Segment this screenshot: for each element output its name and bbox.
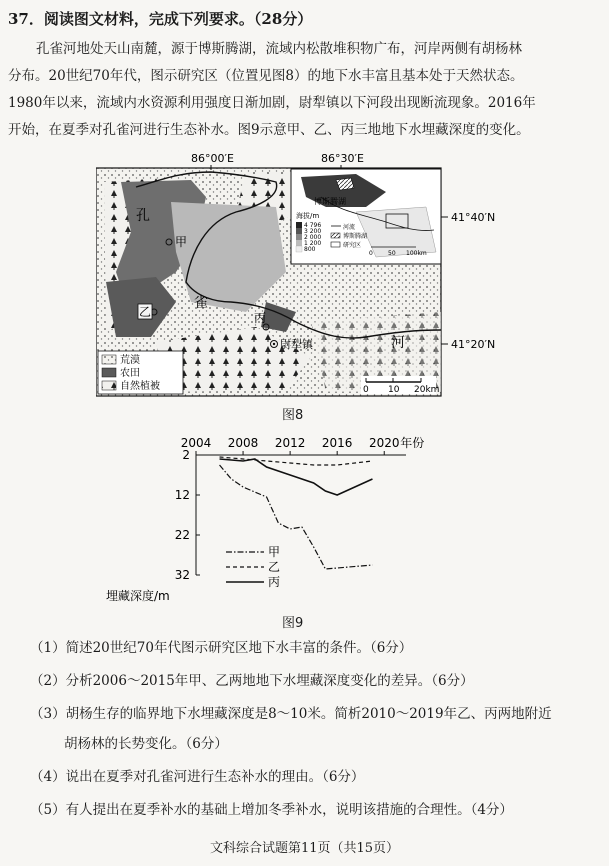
paragraph-line: 开始，在夏季对孔雀河进行生态补水。图9示意甲、乙、丙三地地下水埋藏深度的变化。 (8, 122, 530, 138)
chart-figure-9 (96, 425, 436, 614)
subquestion: （3）胡杨生存的临界地下水埋藏深度是8～10米。简析2010～2019年乙、丙两地附近 (30, 706, 552, 722)
river-char: 河 (391, 335, 405, 351)
inset-scale-tick: 100km (406, 250, 427, 257)
legend-label: 农田 (120, 368, 140, 379)
question-title: 37．阅读图文材料，完成下列要求。（28分） (8, 10, 313, 28)
map-svg (96, 152, 516, 402)
bing-label: 丙 (254, 311, 267, 325)
legend-label: 乙 (268, 560, 281, 574)
inset-elev-value: 1 200 (304, 240, 322, 247)
series-line-甲 (220, 465, 373, 569)
inset-elev-value: 4 796 (304, 222, 322, 229)
lat-label: 41°20′N (451, 338, 496, 351)
x-tick-label: 2004 (180, 436, 212, 450)
subquestion-continuation: 胡杨林的长势变化。（6分） (64, 736, 228, 752)
river-char: 孔 (136, 208, 150, 224)
x-tick-label: 2012 (274, 436, 306, 450)
scale-tick: 0 (363, 385, 369, 395)
x-tick-label: 2020 (368, 436, 400, 450)
chart-svg (96, 425, 436, 610)
material-paragraph (8, 36, 600, 144)
page-footer: 文科综合试题第11页（共15页） (209, 841, 400, 856)
figure-9-caption: 图9 (282, 616, 304, 631)
town-label: 尉犁镇 (280, 338, 313, 351)
subquestion: （5）有人提出在夏季补水的基础上增加冬季补水，说明该措施的合理性。（4分） (30, 802, 513, 818)
town-marker-dot (273, 343, 275, 345)
y-tick-label: 32 (174, 568, 190, 582)
x-tick-label: 2016 (321, 436, 353, 450)
inset-elev-value: 800 (304, 246, 316, 253)
legend-label: 丙 (268, 575, 281, 589)
y-tick-label: 2 (182, 448, 190, 462)
legend-label: 荒漠 (120, 355, 140, 366)
jia-label: 甲 (175, 235, 188, 249)
inset-elev-value: 3 200 (304, 228, 322, 235)
river-char: 雀 (194, 295, 208, 311)
inset-elev-value: 2 000 (304, 234, 322, 241)
lat-label: 41°40′N (451, 211, 496, 224)
map-legend (98, 351, 183, 394)
subquestion: （4）说出在夏季对孔雀河进行生态补水的理由。（6分） (30, 769, 365, 785)
legend-label: 自然植被 (120, 381, 160, 392)
inset-lake-label: 博斯腾湖 (314, 197, 346, 206)
inset-scale-tick: 0 (369, 250, 373, 257)
map-scale-bar (361, 376, 439, 395)
legend-label: 甲 (268, 545, 281, 559)
y-tick-label: 12 (174, 488, 190, 502)
inset-legend-item: 河流 (343, 224, 356, 231)
paragraph-line: 孔雀河地处天山南麓，源于博斯腾湖，流域内松散堆积物广布，河岸两侧有胡杨林 (36, 41, 522, 57)
inset-map (291, 169, 441, 264)
series-line-丙 (220, 459, 373, 495)
x-tick-label: 2008 (227, 436, 259, 450)
inset-elev-title: 海拔/m (296, 212, 320, 220)
inset-scale-tick: 50 (388, 250, 396, 257)
paragraph-line: 分布。20世纪70年代，图示研究区（位置见图8）的地下水丰富且基本处于天然状态。 (8, 68, 524, 84)
map-figure-8 (96, 152, 516, 406)
lon-label: 86°00′E (191, 152, 234, 165)
subquestion: （2）分析2006～2015年甲、乙两地地下水埋藏深度变化的差异。（6分） (30, 673, 474, 689)
y-axis-label: 埋藏深度/m (106, 589, 170, 603)
y-tick-label: 22 (174, 528, 190, 542)
x-unit-label: 年份 (400, 436, 425, 450)
inset-legend-item: 博斯腾湖 (343, 233, 368, 240)
lon-label: 86°30′E (321, 152, 364, 165)
yi-label: 乙 (139, 305, 152, 319)
paragraph-line: 1980年以来，流域内水资源利用强度日渐加剧，尉犁镇以下河段出现断流现象。2016年 (8, 95, 536, 111)
subquestion: （1）简述20世纪70年代图示研究区地下水丰富的条件。（6分） (30, 640, 413, 656)
figure-8-caption: 图8 (282, 408, 304, 423)
scale-tick: 10 (388, 385, 400, 395)
inset-legend-item: 研究区 (343, 242, 362, 249)
scale-tick: 20km (414, 385, 440, 395)
